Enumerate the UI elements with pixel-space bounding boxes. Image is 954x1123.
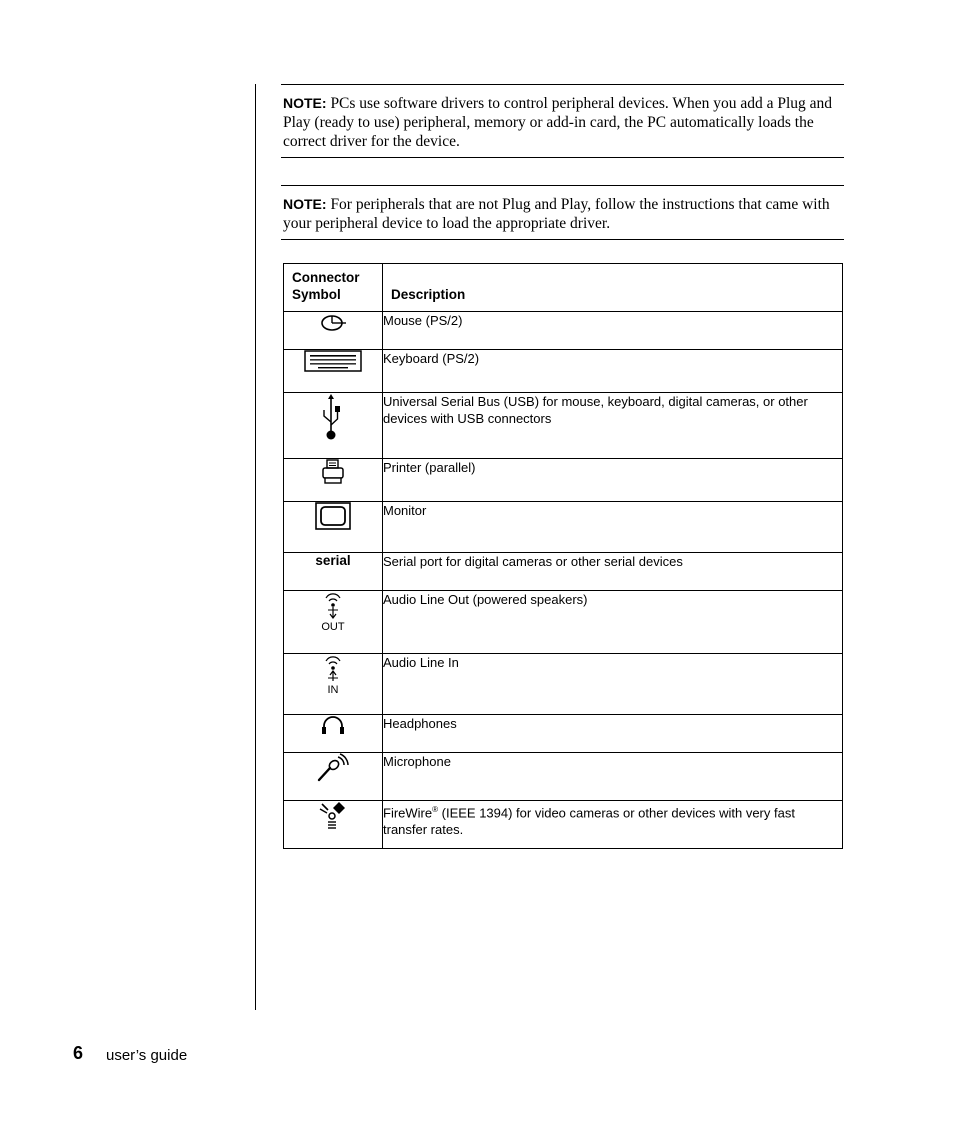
headphones-icon: [320, 715, 346, 735]
audio-in-label: IN: [327, 684, 339, 696]
monitor-icon: [315, 502, 351, 530]
description-cell: Universal Serial Bus (USB) for mouse, keyboard, digital cameras, or other devices with USB connectors: [383, 393, 843, 459]
description-cell: [383, 801, 843, 849]
symbol-cell: [284, 654, 383, 715]
symbol-cell: [284, 350, 383, 393]
table-row: [284, 459, 843, 502]
description-cell: Mouse (PS/2): [383, 312, 843, 350]
table-header-row: [284, 264, 843, 312]
table-row: [284, 715, 843, 753]
note-label: NOTE:: [283, 196, 327, 212]
symbol-cell: [284, 753, 383, 801]
header-description: Description: [383, 264, 843, 312]
symbol-cell: [284, 591, 383, 654]
audio-line-in-icon: [322, 654, 344, 682]
description-cell: Serial port for digital cameras or other serial devices: [383, 553, 843, 591]
microphone-icon: [316, 753, 350, 783]
footer-title: user’s guide: [106, 1047, 188, 1064]
serial-label: serial: [315, 553, 351, 568]
symbol-cell: [284, 459, 383, 502]
keyboard-icon: [304, 350, 362, 372]
note-label: NOTE:: [283, 95, 327, 111]
symbol-cell: [284, 715, 383, 753]
note-plug-and-play: [281, 84, 844, 158]
symbol-cell: [284, 393, 383, 459]
registered-mark: ®: [432, 805, 439, 814]
table-row: [284, 502, 843, 553]
table-row: [284, 312, 843, 350]
audio-out-label: OUT: [321, 621, 345, 633]
symbol-cell: [284, 502, 383, 553]
note-non-plug-and-play: [281, 185, 844, 240]
description-cell: Monitor: [383, 502, 843, 553]
note-text: PCs use software drivers to control peripheral devices. When you add a Plug and Play (ready to use) peripheral, memory or add-in card, the PC automatically loads the correct driver for the device.: [283, 95, 833, 150]
note-text: For peripherals that are not Plug and Play, follow the instructions that came with your peripheral device to load the appropriate driver.: [283, 196, 830, 232]
header-connector-symbol: Connector Symbol: [284, 264, 383, 312]
symbol-cell: [284, 312, 383, 350]
description-cell: Keyboard (PS/2): [383, 350, 843, 393]
description-cell: Audio Line In: [383, 654, 843, 715]
table-row: [284, 753, 843, 801]
symbol-cell: [284, 553, 383, 591]
table-row: [284, 654, 843, 715]
table-row: [284, 591, 843, 654]
usb-icon: [321, 393, 345, 441]
firewire-icon: [319, 801, 347, 829]
description-cell: Microphone: [383, 753, 843, 801]
table-row: [284, 553, 843, 591]
table-row: [284, 393, 843, 459]
connector-table: [283, 263, 843, 849]
page-number: 6: [73, 1043, 84, 1063]
mouse-icon: [318, 312, 348, 334]
symbol-cell: [284, 801, 383, 849]
description-cell: Headphones: [383, 715, 843, 753]
audio-line-out-icon: [322, 591, 344, 619]
description-cell: Audio Line Out (powered speakers): [383, 591, 843, 654]
description-cell: Printer (parallel): [383, 459, 843, 502]
table-row: [284, 350, 843, 393]
firewire-name: FireWire: [383, 805, 433, 821]
printer-icon: [321, 459, 345, 485]
margin-rule: [255, 84, 256, 1010]
table-row: [284, 801, 843, 849]
firewire-description: (IEEE 1394) for video cameras or other devices with very fast transfer rates.: [383, 805, 795, 838]
